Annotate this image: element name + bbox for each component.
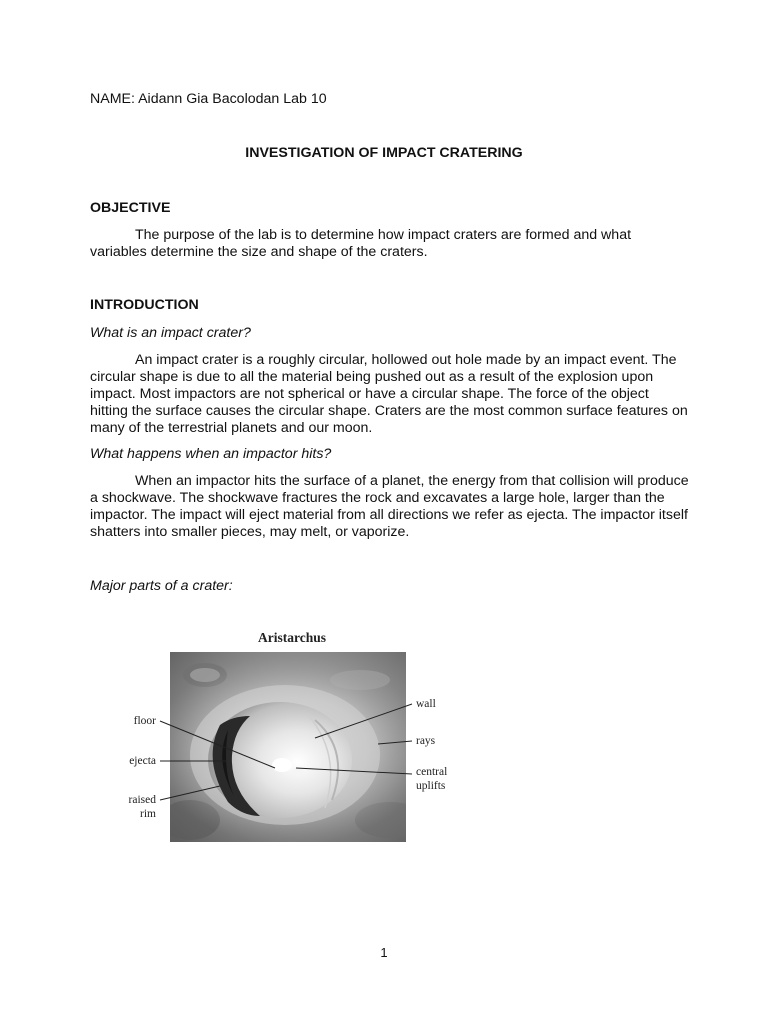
label-rim: rim [140, 808, 156, 820]
crater-figure [110, 620, 490, 850]
major-parts-caption: Major parts of a crater: [90, 578, 233, 594]
label-floor: floor [133, 715, 156, 727]
label-uplifts: uplifts [416, 780, 446, 792]
objective-heading: OBJECTIVE [90, 200, 171, 216]
name-line: NAME: Aidann Gia Bacolodan Lab 10 [90, 91, 327, 107]
question-what-is-crater: What is an impact crater? [90, 325, 251, 341]
label-raised: raised [128, 794, 156, 806]
impactor-paragraph: When an impactor hits the surface of a planet, the energy from that collision will produce a shockwave. The shockwave fractures the rock and excavates a large hole, larger than the impactor. The impact will eject material from all directions we refer as ejecta. The impactor itself shatters into smaller pieces, may melt, or vaporize. [90, 473, 689, 540]
figure-title: Aristarchus [257, 630, 327, 645]
crater-photo [150, 652, 430, 845]
introduction-heading: INTRODUCTION [90, 297, 199, 313]
page-number: 1 [380, 945, 388, 960]
crater-definition-paragraph: An impact crater is a roughly circular, hollowed out hole made by an impact event. The circular shape is due to all the material being pushed out as a result of the explosion upon impact. Most impactors are not spherical or have a circular shape. The force of the object hitting the surface causes the circular shape. Craters are the most common surface features on many of the terrestrial planets and our moon. [90, 352, 688, 436]
objective-paragraph: The purpose of the lab is to determine how impact craters are formed and what variables determine the size and shape of the craters. [90, 227, 632, 260]
label-ejecta: ejecta [129, 755, 156, 767]
question-impactor-hits: What happens when an impactor hits? [90, 446, 332, 462]
label-wall: wall [416, 698, 436, 710]
label-central: central [416, 766, 448, 778]
document-title: INVESTIGATION OF IMPACT CRATERING [245, 145, 523, 161]
label-rays: rays [416, 735, 436, 747]
